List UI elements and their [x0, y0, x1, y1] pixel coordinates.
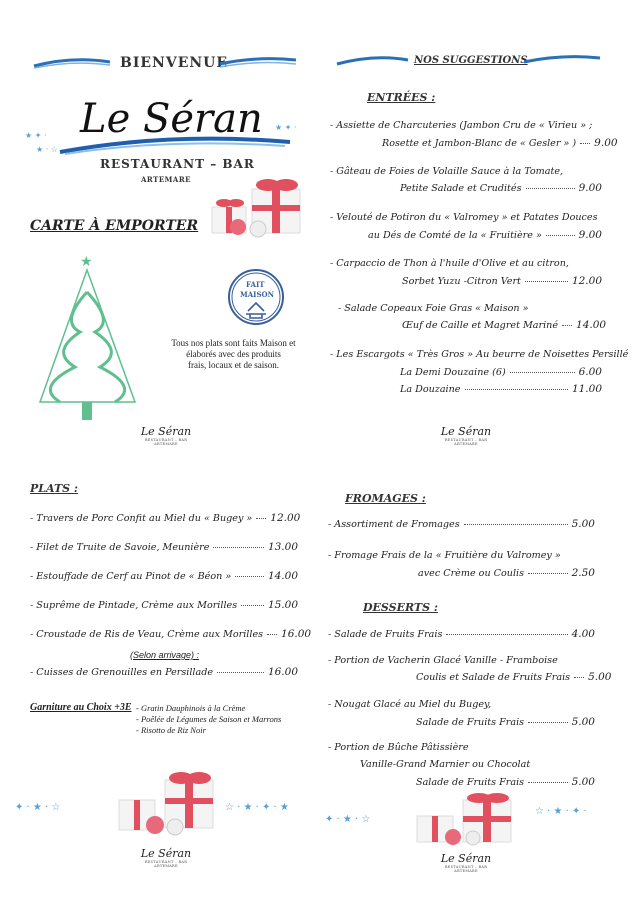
menu-item-name: - Salade Copeaux Foie Gras « Maison » — [338, 303, 529, 314]
menu-item-line — [328, 742, 469, 753]
menu-item-name: - Portion de Vacherin Glacé Vanille - Framboise — [328, 655, 558, 666]
gift-boxes-image — [15, 770, 315, 840]
svg-text:★: ★ — [80, 254, 93, 270]
menu-item-line — [338, 303, 529, 314]
restaurant-subtitle: RESTAURANT – BAR — [100, 157, 255, 171]
mini-logo-town: ARTEMARE — [454, 442, 478, 446]
menu-item-name: Salade de Fruits Frais — [416, 717, 525, 728]
svg-text:★ · ☆: ★ · ☆ — [36, 145, 58, 154]
selon-arrivage-note: (Selon arrivage) : — [130, 650, 200, 660]
mini-logo-sub: RESTAURANT – BAR — [144, 438, 188, 442]
dotted-leader — [510, 372, 575, 373]
menu-item-name: - Les Escargots « Très Gros » Au beurre de Noisettes Persillé — [330, 349, 629, 360]
menu-item-line — [30, 666, 298, 678]
menu-item-name: - Carpaccio de Thon à l'huile d'Olive et au citron, — [330, 258, 569, 269]
menu-item-line — [330, 258, 569, 269]
svg-text:★ ✦ ·: ★ ✦ · — [275, 123, 297, 132]
logo-swoosh — [20, 118, 300, 158]
mini-logo — [436, 425, 496, 446]
welcome-heading: BIENVENUE — [120, 55, 229, 71]
badge-text-line1: FAIT — [246, 280, 265, 289]
menu-item-line — [330, 120, 592, 131]
menu-item-price: 14.00 — [576, 319, 607, 331]
mini-logo-sub: RESTAURANT – BAR — [144, 860, 188, 864]
badge-text-line2: MAISON — [240, 290, 275, 299]
mini-logo — [136, 425, 196, 446]
mini-logo-sub: RESTAURANT – BAR — [444, 438, 488, 442]
section-title: FROMAGES : — [345, 492, 426, 505]
suggestions-heading: NOS SUGGESTIONS — [414, 55, 528, 66]
menu-item-name: - Suprême de Pintade, Crème aux Morilles — [30, 600, 238, 611]
menu-item-name: - Salade de Fruits Frais — [328, 629, 443, 640]
menu-item-price: 13.00 — [267, 541, 298, 553]
menu-item-name: - Velouté de Potiron du « Valromey » et Patates Douces — [330, 212, 598, 223]
mini-logo-name: Le Séran — [440, 425, 492, 438]
dotted-leader — [217, 672, 264, 673]
dotted-leader — [528, 782, 568, 783]
menu-item-line — [330, 212, 598, 223]
dotted-leader — [213, 547, 264, 548]
mini-logo — [136, 847, 196, 868]
menu-item-name: - Filet de Truite de Savoie, Meunière — [30, 542, 210, 553]
garniture-option: - Poêlée de Légumes de Saison et Marrons — [136, 714, 282, 724]
menu-item-name: avec Crème ou Coulis — [418, 568, 525, 579]
menu-item-price: 4.00 — [571, 628, 595, 640]
christmas-tree-illustration — [20, 252, 155, 427]
menu-item-line — [400, 383, 602, 395]
menu-item-price: 14.00 — [267, 570, 298, 582]
wave-decoration-right-2 — [522, 54, 602, 68]
menu-item-price: 16.00 — [281, 628, 312, 640]
dotted-leader — [267, 634, 277, 635]
mini-logo-name: Le Séran — [440, 852, 492, 865]
menu-item-line — [30, 512, 301, 524]
menu-item-name: Sorbet Yuzu -Citron Vert — [402, 276, 521, 287]
dotted-leader — [528, 722, 568, 723]
dotted-leader — [235, 576, 264, 577]
menu-item-name: Rosette et Jambon-Blanc de « Gesler » ) — [382, 138, 577, 149]
menu-item-price: 5.00 — [571, 518, 595, 530]
menu-item-price: 6.00 — [578, 366, 602, 378]
menu-item-price: 9.00 — [578, 182, 602, 194]
svg-text:☆ · ★ · ✦ · ★: ☆ · ★ · ✦ · ★ — [225, 802, 289, 813]
dotted-leader — [562, 325, 572, 326]
menu-item-line — [328, 628, 595, 640]
dotted-leader — [256, 518, 266, 519]
menu-item-line — [30, 541, 298, 553]
menu-item-name: - Cuisses de Grenouilles en Persillade — [30, 667, 214, 678]
wave-decoration-left-1 — [32, 56, 112, 70]
dotted-leader — [241, 605, 264, 606]
section-title: DESSERTS : — [363, 601, 438, 614]
menu-item-name: - Assiette de Charcuteries (Jambon Cru de « Virieu » ; — [330, 120, 593, 131]
menu-item-name: - Croustade de Ris de Veau, Crème aux Morilles — [30, 629, 264, 640]
menu-item-line — [328, 699, 491, 710]
menu-item-price: 12.00 — [571, 275, 602, 287]
mini-logo-name: Le Séran — [140, 425, 192, 438]
intro-text-line: Tous nos plats sont faits Maison et — [171, 338, 296, 348]
menu-item-name: Vanille-Grand Marnier ou Chocolat — [360, 759, 531, 770]
gift-boxes-image — [208, 175, 308, 240]
menu-item-line — [382, 137, 618, 149]
garniture-option: - Risotto de Riz Noir — [136, 725, 206, 735]
intro-text-line: élaborés avec des produits — [186, 349, 281, 359]
menu-item-name: au Dés de Comté de la « Fruitière » — [368, 230, 542, 241]
menu-item-line — [30, 570, 298, 582]
restaurant-town: ARTEMARE — [141, 175, 192, 184]
menu-item-line — [416, 776, 595, 788]
menu-item-line — [400, 366, 602, 378]
mini-logo-town: ARTEMARE — [454, 869, 478, 873]
menu-item-line — [328, 518, 595, 530]
menu-item-name: La Douzaine — [400, 384, 461, 395]
svg-text:★ ✦ ·: ★ ✦ · — [25, 131, 47, 140]
dotted-leader — [526, 188, 575, 189]
menu-item-name: Petite Salade et Crudités — [400, 183, 522, 194]
menu-item-price: 5.00 — [588, 671, 612, 683]
menu-item-line — [402, 319, 607, 331]
menu-item-name: - Estouffade de Cerf au Pinot de « Béon » — [30, 571, 232, 582]
mini-logo-name: Le Séran — [140, 847, 192, 860]
dotted-leader — [525, 281, 568, 282]
menu-item-price: 9.00 — [578, 229, 602, 241]
garniture-label: Garniture au Choix +3E — [30, 702, 132, 713]
menu-item-line — [360, 759, 530, 770]
menu-item-line — [328, 550, 561, 561]
menu-item-line — [30, 599, 298, 611]
wave-decoration-right-1 — [335, 54, 410, 68]
section-title: ENTRÉES : — [367, 91, 436, 104]
menu-item-line — [400, 182, 602, 194]
menu-item-price: 5.00 — [571, 716, 595, 728]
menu-item-name: - Nougat Glacé au Miel du Bugey, — [328, 699, 492, 710]
mini-logo — [436, 852, 496, 873]
mini-logo-sub: RESTAURANT – BAR — [444, 865, 488, 869]
menu-item-line — [330, 166, 563, 177]
intro-text — [166, 338, 301, 371]
dotted-leader — [464, 524, 568, 525]
garniture-option: - Gratin Dauphinois à la Crème — [136, 703, 246, 713]
dotted-leader — [528, 573, 568, 574]
menu-item-line — [368, 229, 602, 241]
dotted-leader — [574, 677, 584, 678]
menu-item-line — [402, 275, 602, 287]
menu-item-price: 5.00 — [571, 776, 595, 788]
menu-item-line — [328, 655, 558, 666]
menu-item-price: 9.00 — [594, 137, 618, 149]
menu-item-name: - Gâteau de Foies de Volaille Sauce à la Tomate, — [330, 166, 564, 177]
svg-text:☆ · ★ · ✦ ·: ☆ · ★ · ✦ · — [535, 806, 587, 817]
menu-item-name: - Travers de Porc Confit au Miel du « Bugey » — [30, 513, 253, 524]
menu-item-line — [30, 628, 312, 640]
menu-item-line — [418, 567, 595, 579]
wave-decoration-left-2 — [218, 56, 298, 70]
menu-item-price: 15.00 — [267, 599, 298, 611]
restaurant-name-logo: Le Séran — [80, 96, 263, 142]
menu-item-name: Œuf de Caille et Magret Mariné — [402, 320, 559, 331]
menu-item-name: La Demi Douzaine (6) — [400, 367, 506, 378]
section-title: PLATS : — [30, 482, 78, 495]
carte-title: CARTE À EMPORTER — [30, 218, 199, 234]
menu-item-price: 16.00 — [267, 666, 298, 678]
menu-item-line — [416, 716, 595, 728]
menu-item-line — [416, 671, 612, 683]
gift-boxes-image — [325, 792, 625, 848]
svg-text:✦ · ★ · ☆: ✦ · ★ · ☆ — [325, 814, 371, 825]
menu-item-price: 2.50 — [571, 567, 595, 579]
intro-text-line: frais, locaux et de saison. — [188, 360, 279, 370]
mini-logo-town: ARTEMARE — [154, 864, 178, 868]
menu-item-name: - Assortiment de Fromages — [328, 519, 460, 530]
mini-logo-town: ARTEMARE — [154, 442, 178, 446]
menu-item-name: Coulis et Salade de Fruits Frais — [416, 672, 571, 683]
dotted-leader — [446, 634, 567, 635]
menu-item-name: - Portion de Bûche Pâtissière — [328, 742, 469, 753]
menu-item-price: 12.00 — [270, 512, 301, 524]
dotted-leader — [546, 235, 575, 236]
menu-item-name: - Fromage Frais de la « Fruitière du Valromey » — [328, 550, 561, 561]
dotted-leader — [580, 143, 590, 144]
menu-item-price: 11.00 — [571, 383, 602, 395]
dotted-leader — [465, 389, 568, 390]
menu-item-name: Salade de Fruits Frais — [416, 777, 525, 788]
svg-text:✦ · ★ · ☆: ✦ · ★ · ☆ — [15, 802, 61, 813]
menu-item-line — [330, 349, 628, 360]
